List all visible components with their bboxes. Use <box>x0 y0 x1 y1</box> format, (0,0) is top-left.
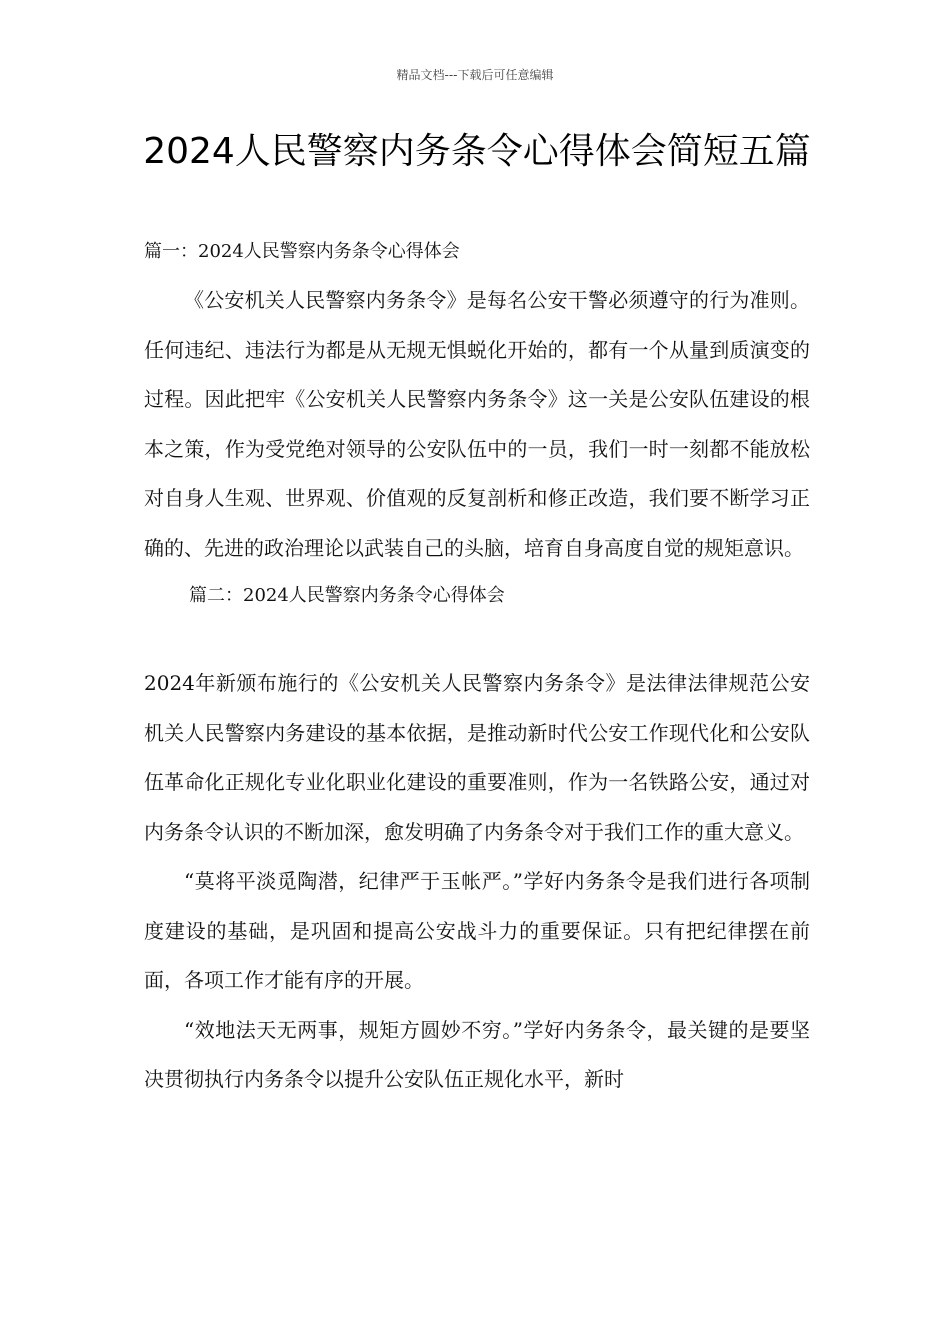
document-title: 2024人民警察内务条令心得体会简短五篇 <box>143 131 811 172</box>
section-2-paragraph-1: 2024年新颁布施行的《公安机关人民警察内务条令》是法律法律规范公安机关人民警察内务建设的基本依据，是推动新时代公安工作现代化和公安队伍革命化正规化专业化职业化建设的重要准则，作为一名铁路公安，通过对内务条令认识的不断加深，愈发明确了内务条令对于我们工作的重大意义。 <box>144 671 810 844</box>
section-1-heading: 篇一：2024人民警察内务条令心得体会 <box>144 241 460 262</box>
section-1-paragraph: 《公安机关人民警察内务条令》是每名公安干警必须遵守的行为准则。任何违纪、违法行为都是从无规无惧蜕化开始的，都有一个从量到质演变的过程。因此把牢《公安机关人民警察内务条令》这一关是公安队伍建设的根本之策，作为受党绝对领导的公安队伍中的一员，我们一时一刻都不能放松对自身人生观、世界观、价值观的反复剖析和修正改造，我们要不断学习正确的、先进的政治理论以武装自己的头脑，培育自身高度自觉的规矩意识。 <box>144 288 810 560</box>
section-2-paragraph-2: “莫将平淡觅陶潜，纪律严于玉帐严。”学好内务条令是我们进行各项制度建设的基础，是巩固和提高公安战斗力的重要保证。只有把纪律摆在前面，各项工作才能有序的开展。 <box>144 869 810 992</box>
document-body <box>144 232 810 1105</box>
header-note: 精品文档---下载后可任意编辑 <box>396 68 554 82</box>
section-2-heading: 篇二：2024人民警察内务条令心得体会 <box>189 585 505 606</box>
section-2-paragraph-3: “效地法天无两事，规矩方圆妙不穷。”学好内务条令，最关键的是要坚决贯彻执行内务条令以提升公安队伍正规化水平，新时 <box>144 1017 810 1091</box>
